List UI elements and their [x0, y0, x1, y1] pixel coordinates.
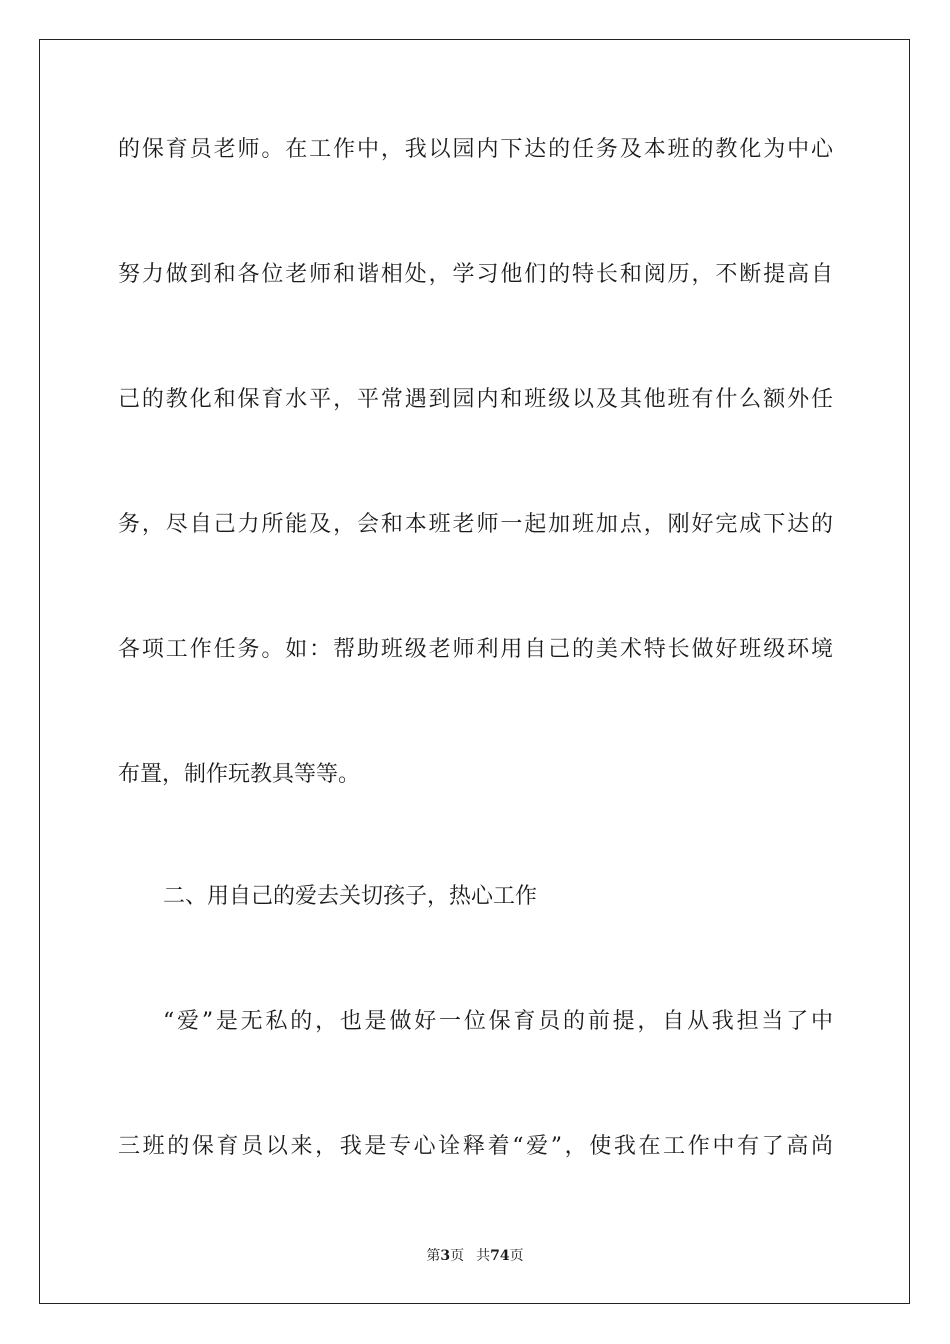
section-heading: 二、用自己的爱去关切孩子，热心工作: [163, 884, 538, 909]
body-text-line: 各项工作任务。如：帮助班级老师利用自己的美术特长做好班级环境: [118, 637, 833, 662]
total-pages: 74: [490, 1248, 510, 1264]
body-text-line: 努力做到和各位老师和谐相处，学习他们的特长和阅历，不断提高自: [118, 262, 833, 287]
total-suffix: 页: [509, 1248, 524, 1264]
body-text-line: 务，尽自己力所能及，会和本班老师一起加班加点，刚好完成下达的: [118, 512, 833, 537]
page-border: [39, 39, 910, 1304]
body-text-line: 的保育员老师。在工作中，我以园内下达的任务及本班的教化为中心: [118, 137, 833, 162]
body-text-line: 三班的保育员以来，我是专心诠释着“爱”，使我在工作中有了高尚: [118, 1134, 833, 1159]
page-footer: [0, 1246, 950, 1266]
page-suffix: 页: [450, 1248, 465, 1264]
total-prefix: 共: [476, 1248, 491, 1264]
body-text-line: 布置，制作玩教具等等。: [118, 762, 361, 787]
page-number: 3: [440, 1248, 451, 1264]
body-text-line: “爱”是无私的，也是做好一位保育员的前提，自从我担当了中: [163, 1009, 833, 1034]
body-text-line: 己的教化和保育水平，平常遇到园内和班级以及其他班有什么额外任: [118, 387, 833, 412]
page-prefix: 第: [426, 1248, 441, 1264]
